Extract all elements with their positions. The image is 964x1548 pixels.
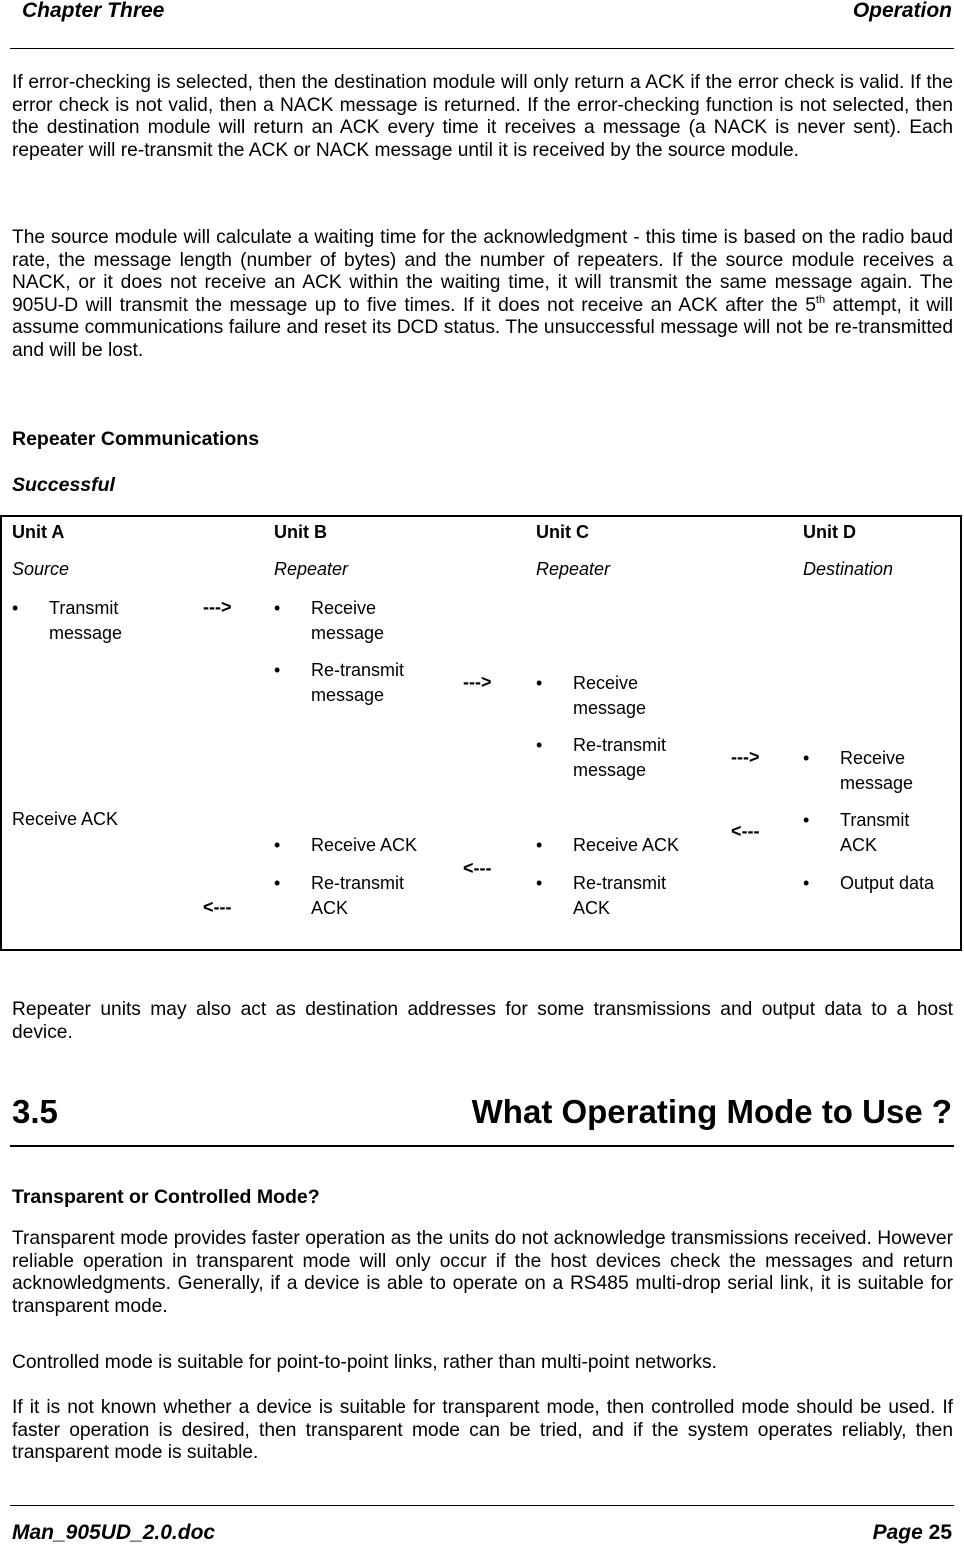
heading-repeater-communications: Repeater Communications xyxy=(12,428,260,450)
item-text: Transmit xyxy=(840,810,910,830)
paragraph-waiting-time-text-end: attempt, it will assume communications failure and reset its DCD status. The unsuccessful message will not be re-transmitted and will be lost. xyxy=(12,294,953,361)
paragraph-mode-choice: If it is not known whether a device is suitable for transparent mode, then controlled mode should be used. If faster operation is desired, then transparent mode can be tried, and if the system operates reliably, then transparent mode is suitable. xyxy=(12,1397,953,1463)
item-text: Receive xyxy=(311,598,377,618)
section-divider xyxy=(10,1145,954,1147)
section-label: Operation xyxy=(852,0,952,22)
item-text: Receive xyxy=(573,673,639,693)
paragraph-waiting-time xyxy=(12,227,953,362)
chapter-label: Chapter Three xyxy=(22,0,165,22)
unit-b-header: Unit B xyxy=(274,522,327,542)
footer-divider xyxy=(10,1505,954,1506)
paragraph-repeater-destination: Repeater units may also act as destination addresses for some transmissions and output data to a host device. xyxy=(12,999,953,1043)
paragraph-controlled-mode: Controlled mode is suitable for point-to-point links, rather than multi-point networks. xyxy=(12,1352,717,1373)
unit-d-header: Unit D xyxy=(803,522,856,542)
item-text: Receive ACK xyxy=(311,835,418,855)
arrow-b-to-a: <--- xyxy=(203,897,232,917)
unit-a-header: Unit A xyxy=(12,522,65,542)
item-text: message xyxy=(840,772,914,793)
unit-b-role: Repeater xyxy=(274,559,349,579)
bullet: • xyxy=(536,873,543,893)
page-word: Page xyxy=(872,1521,923,1544)
unit-c-role: Repeater xyxy=(536,559,611,579)
ordinal-suffix: th xyxy=(815,293,826,306)
bullet: • xyxy=(536,835,543,855)
heading-transparent-controlled: Transparent or Controlled Mode? xyxy=(12,1186,320,1208)
item-text: Transmit xyxy=(49,598,119,618)
section-number: 3.5 xyxy=(12,1093,58,1130)
bullet: • xyxy=(12,598,19,618)
bullet: • xyxy=(803,810,810,830)
item-text: Output data xyxy=(840,873,935,893)
item-text: Re-transmit xyxy=(311,873,405,893)
arrow-c-to-b: <--- xyxy=(463,858,492,878)
heading-successful: Successful xyxy=(12,474,115,496)
item-text: message xyxy=(311,622,385,643)
page-number xyxy=(873,1521,952,1545)
page-header xyxy=(0,0,964,50)
bullet: • xyxy=(274,660,281,680)
item-text: ACK xyxy=(573,897,611,918)
bullet: • xyxy=(536,735,543,755)
item-text: ACK xyxy=(840,834,878,855)
paragraph-transparent-mode: Transparent mode provides faster operation as the units do not acknowledge transmissions received. However reliable operation in transparent mode will only occur if the host devices check the messages and return acknowledgments. Generally, if a device is able to operate on a RS485 multi-drop serial link, it is suitable for transparent mode. xyxy=(12,1228,953,1317)
arrow-a-to-b: ---> xyxy=(203,597,232,617)
arrow-c-to-d: ---> xyxy=(731,747,760,767)
bullet: • xyxy=(803,748,810,768)
item-text: message xyxy=(573,759,647,780)
paragraph-error-checking: If error-checking is selected, then the destination module will only return a ACK if the error check is valid. If the error check is not valid, then a NACK message is returned. If the error-checking function is not selected, then the destination module will return an ACK every time it receives a message (a NACK is never sent). Each repeater will re-transmit the ACK or NACK message until it is received by the source module. xyxy=(12,72,953,161)
arrow-d-to-c: <--- xyxy=(731,821,760,841)
item-text: Receive ACK xyxy=(573,835,680,855)
bullet: • xyxy=(274,598,281,618)
unit-d-role: Destination xyxy=(803,559,894,579)
bullet: • xyxy=(274,835,281,855)
bullet: • xyxy=(274,873,281,893)
unit-a-receive-ack: Receive ACK xyxy=(12,809,119,829)
item-text: message xyxy=(573,697,647,718)
unit-c-header: Unit C xyxy=(536,522,589,542)
unit-a-role: Source xyxy=(12,559,70,579)
item-text: ACK xyxy=(311,897,349,918)
item-text: Re-transmit xyxy=(311,660,405,680)
document-filename: Man_905UD_2.0.doc xyxy=(12,1521,216,1544)
item-text: message xyxy=(311,684,385,705)
item-text: Re-transmit xyxy=(573,873,667,893)
bullet: • xyxy=(536,673,543,693)
repeater-sequence-table xyxy=(0,515,962,951)
paragraph-waiting-time-text: The source module will calculate a waiting time for the acknowledgment - this time is based on the radio baud rate, the message length (number of bytes) and the number of repeaters. If the source module receives a NACK, or it does not receive an ACK within the waiting time, it will transmit the same message again. The 905U-D will transmit the message up to five times. If it does not receive an ACK after the 5 xyxy=(12,227,953,316)
item-text: Re-transmit xyxy=(573,735,667,755)
item-text: Receive xyxy=(840,748,906,768)
section-title: What Operating Mode to Use ? xyxy=(471,1093,952,1130)
header-divider xyxy=(10,48,954,49)
arrow-b-to-c: ---> xyxy=(463,672,492,692)
item-text: message xyxy=(49,622,123,643)
page-num: 25 xyxy=(928,1521,952,1544)
bullet: • xyxy=(803,873,810,893)
